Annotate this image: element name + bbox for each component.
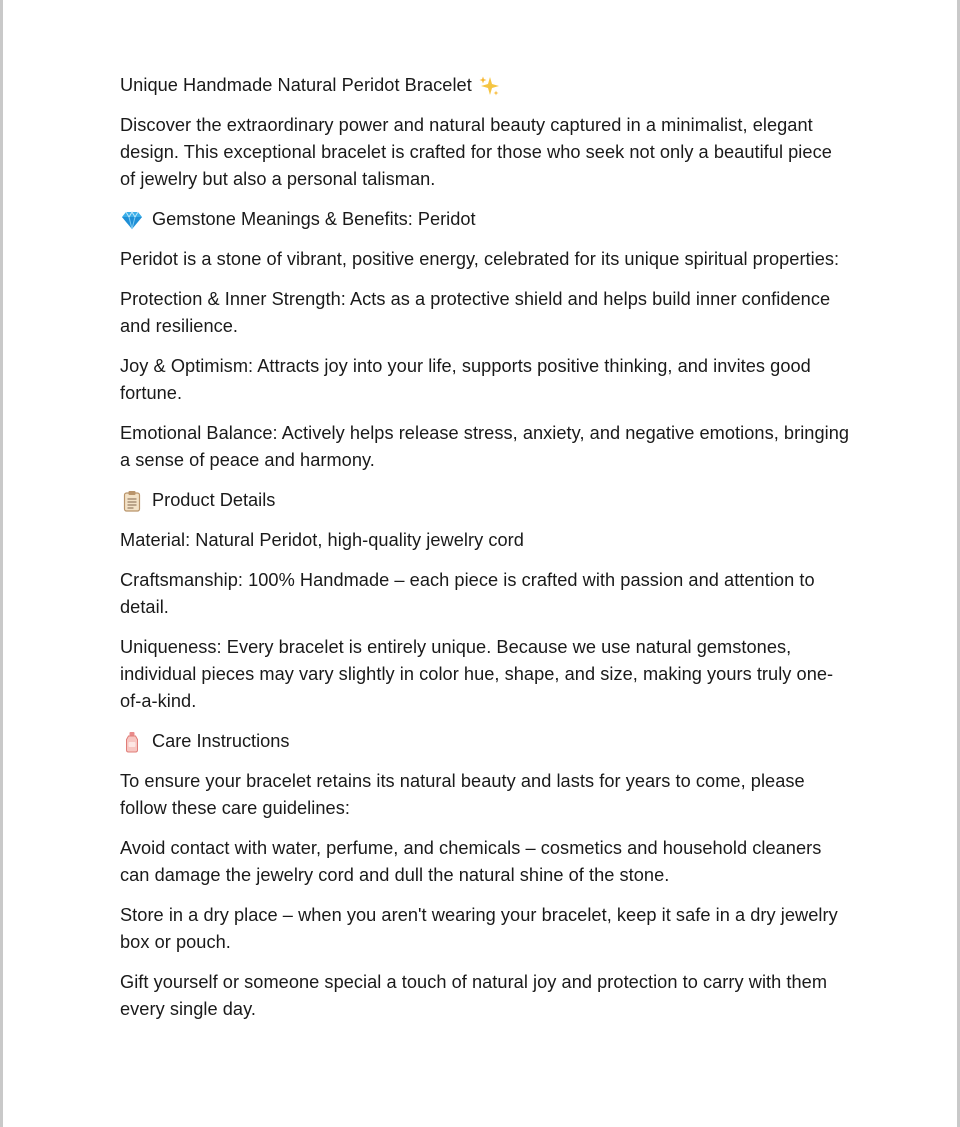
benefit-item: Emotional Balance: Actively helps release stress, anxiety, and negative emotions, bringing a sense of peace and harmony. — [120, 423, 850, 470]
product-title: Unique Handmade Natural Peridot Bracelet — [120, 75, 472, 95]
sparkles-icon — [478, 75, 500, 97]
detail-item: Craftsmanship: 100% Handmade – each piece is crafted with passion and attention to detail. — [120, 570, 815, 617]
closing-paragraph: Gift yourself or someone special a touch of natural joy and protection to carry with them every single day. — [120, 972, 828, 1019]
intro-paragraph: Discover the extraordinary power and natural beauty captured in a minimalist, elegant design. This exceptional bracelet is crafted for those who seek not only a beautiful piece of jewelry but also a personal talisman. — [120, 115, 832, 189]
gemstone-heading-line — [120, 206, 850, 233]
benefit-item: Joy & Optimism: Attracts joy into your life, supports positive thinking, and invites good fortune. — [120, 356, 811, 403]
gemstone-intro: Peridot is a stone of vibrant, positive energy, celebrated for its unique spiritual properties: — [120, 249, 840, 269]
lotion-bottle-icon — [121, 731, 143, 753]
detail-item: Uniqueness: Every bracelet is entirely unique. Because we use natural gemstones, individual pieces may vary slightly in color hue, shape, and size, making yours truly one-of-a-kind. — [120, 637, 834, 711]
gem-icon — [121, 209, 143, 231]
care-item: Store in a dry place – when you aren't wearing your bracelet, keep it safe in a dry jewelry box or pouch. — [120, 905, 838, 952]
care-intro: To ensure your bracelet retains its natural beauty and lasts for years to come, please follow these care guidelines: — [120, 771, 805, 818]
care-heading: Care Instructions — [152, 731, 290, 751]
care-item: Avoid contact with water, perfume, and chemicals – cosmetics and household cleaners can damage the jewelry cord and dull the natural shine of the stone. — [120, 838, 822, 885]
product-details-heading: Product Details — [152, 490, 276, 510]
benefit-item: Protection & Inner Strength: Acts as a protective shield and helps build inner confidence and resilience. — [120, 289, 831, 336]
care-heading-line — [120, 728, 850, 755]
detail-item: Material: Natural Peridot, high-quality jewelry cord — [120, 530, 524, 550]
product-title-line — [120, 72, 850, 99]
gemstone-heading: Gemstone Meanings & Benefits: Peridot — [152, 209, 476, 229]
product-description — [120, 72, 850, 1036]
clipboard-icon — [121, 490, 143, 512]
product-details-heading-line — [120, 487, 850, 514]
